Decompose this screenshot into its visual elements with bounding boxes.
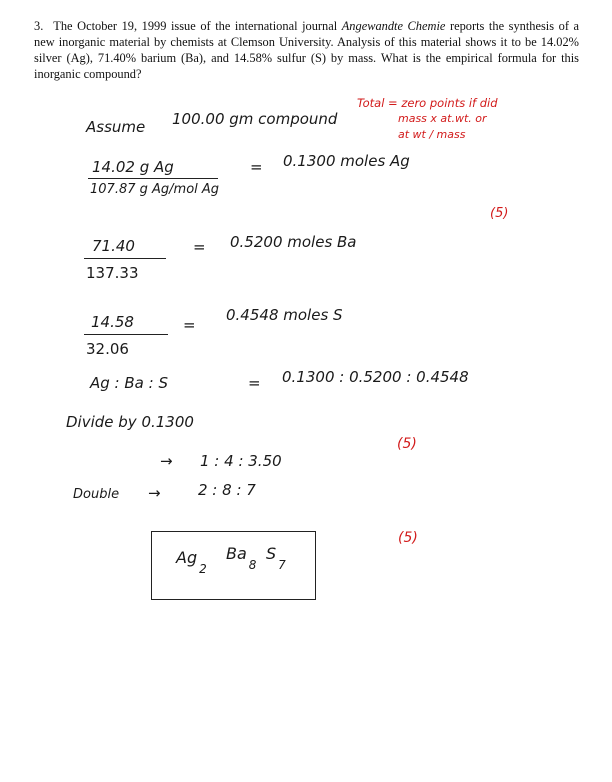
ag-fraction-bar <box>88 178 218 179</box>
score-mark-3: (5) <box>398 530 418 546</box>
ba-numerator: 71.40 <box>92 237 135 255</box>
grader-note-line2: mass x at.wt. or <box>398 112 487 125</box>
ag-result: 0.1300 moles Ag <box>283 152 410 170</box>
s-denominator: 32.06 <box>86 340 129 358</box>
answer-s-subscript: 7 <box>278 558 286 572</box>
grader-note-line1: Total = zero points if did <box>357 96 498 110</box>
problem-text-before: The October 19, 1999 issue of the international journal <box>53 19 342 33</box>
ba-equals: = <box>193 238 206 256</box>
step2-ratio: 2 : 8 : 7 <box>198 481 256 499</box>
answer-s <box>266 544 286 572</box>
divide-instruction: Divide by 0.1300 <box>66 413 194 431</box>
step1-arrow: → <box>160 452 173 470</box>
answer-ag-symbol: Ag <box>176 548 198 567</box>
step2-arrow: → <box>148 484 161 502</box>
s-equals: = <box>183 316 196 334</box>
step1-ratio: 1 : 4 : 3.50 <box>200 452 282 470</box>
journal-name: Angewandte Chemie <box>341 19 446 33</box>
score-mark-1: (5) <box>490 206 509 221</box>
ratio-left: Ag : Ba : S <box>90 374 168 392</box>
problem-number: 3. <box>34 19 44 33</box>
assume-rest: 100.00 gm compound <box>172 110 338 128</box>
answer-ba <box>226 544 256 572</box>
grader-note-line3: at wt / mass <box>398 128 466 141</box>
s-numerator: 14.58 <box>91 313 134 331</box>
answer-ag-subscript: 2 <box>199 562 207 576</box>
ag-denominator: 107.87 g Ag/mol Ag <box>90 182 220 197</box>
double-word: Double <box>73 487 120 502</box>
answer-s-symbol: S <box>266 544 277 563</box>
answer-ba-subscript: 8 <box>248 558 257 572</box>
score-mark-2: (5) <box>397 436 417 452</box>
s-result: 0.4548 moles S <box>226 306 343 324</box>
ba-fraction-bar <box>84 258 166 259</box>
ba-result: 0.5200 moles Ba <box>230 233 357 251</box>
ag-numerator: 14.02 g Ag <box>92 158 174 176</box>
assume-word: Assume <box>86 118 146 136</box>
answer-ag <box>176 548 207 576</box>
ba-denominator: 137.33 <box>86 264 139 282</box>
ratio-equals: = <box>248 374 261 392</box>
problem-statement <box>34 18 579 82</box>
ag-equals: = <box>250 158 263 176</box>
answer-ba-symbol: Ba <box>226 544 247 563</box>
s-fraction-bar <box>84 334 168 335</box>
problem-text-after: reports the synthesis of a new inorganic material by chemists at Clemson University. Analysis of this material shows it to be 14.02% silver (Ag), 71.40% barium (Ba), and 14.58% sulfur (S) by mass. What is the empirical formula for this inorganic compound? <box>34 19 580 81</box>
ratio-right: 0.1300 : 0.5200 : 0.4548 <box>282 368 469 386</box>
